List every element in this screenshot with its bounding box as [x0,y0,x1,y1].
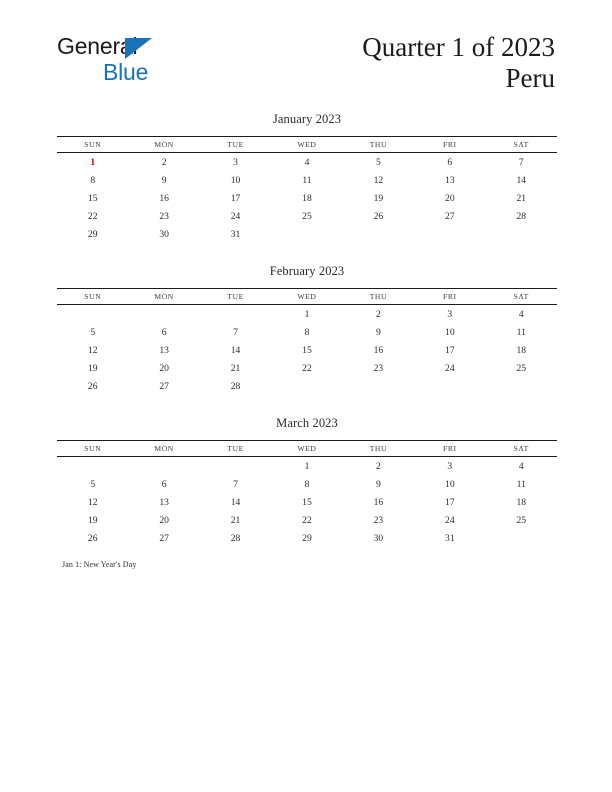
day-cell[interactable]: 27 [159,532,169,544]
day-cell[interactable]: 15 [302,496,312,508]
day-cell[interactable]: 18 [516,496,527,508]
weekday-header-thu: THU [343,289,414,305]
day-cell[interactable]: 26 [87,532,98,544]
day-cell[interactable]: 22 [302,362,312,374]
weekday-header-row [57,137,557,153]
week-row [57,323,557,341]
day-cell[interactable]: 21 [230,362,241,374]
day-cell[interactable]: 23 [159,210,169,222]
day-cell-empty [414,377,485,395]
day-cell[interactable]: 1 [304,308,310,320]
day-cell[interactable]: 30 [159,228,169,240]
week-row [57,359,557,377]
day-cell-empty [486,377,557,395]
day-cell[interactable]: 25 [302,210,312,222]
day-cell[interactable]: 24 [445,514,455,526]
day-cell[interactable]: 9 [161,174,167,186]
holiday-note: Jan 1: New Year's Day [62,560,137,569]
day-cell[interactable]: 11 [516,326,526,338]
week-row [57,457,557,476]
week-row [57,189,557,207]
day-cell[interactable]: 18 [302,192,312,204]
weekday-header-row [57,289,557,305]
day-cell-empty [57,457,128,476]
day-cell[interactable]: 6 [161,478,167,490]
week-row [57,341,557,359]
day-cell[interactable]: 16 [159,192,169,204]
day-cell[interactable]: 10 [445,478,455,490]
weekday-header-tue: TUE [200,137,271,153]
week-row [57,207,557,225]
day-cell[interactable]: 29 [87,228,98,240]
day-cell[interactable]: 14 [230,344,241,356]
day-cell[interactable]: 21 [516,192,527,204]
day-cell[interactable]: 2 [376,308,381,320]
day-cell[interactable]: 22 [302,514,312,526]
month-title: January 2023 [272,112,342,126]
week-row [57,171,557,189]
weekday-header-fri: FRI [414,289,485,305]
day-cell-empty [57,305,128,324]
page-header [0,0,612,100]
weekday-header-mon: MON [128,289,199,305]
day-cell[interactable]: 22 [87,210,98,222]
weekday-header-sun: SUN [57,441,128,457]
week-row [57,493,557,511]
weekday-header-wed: WED [271,137,342,153]
page-title: Quarter 1 of 2023 [362,32,555,62]
day-cell-empty [486,529,557,547]
day-cell[interactable]: 28 [516,210,527,222]
day-cell[interactable]: 20 [445,192,455,204]
day-cell[interactable]: 23 [373,514,384,526]
weekday-header-fri: FRI [414,441,485,457]
day-cell[interactable]: 3 [447,460,453,472]
day-cell[interactable]: 29 [302,532,312,544]
day-cell-empty [200,457,271,476]
day-cell[interactable]: 28 [230,532,241,544]
weekday-header-tue: TUE [200,289,271,305]
day-cell[interactable]: 2 [161,156,167,168]
day-cell[interactable]: 2 [376,460,381,472]
day-cell[interactable]: 12 [87,344,98,356]
day-cell-empty [343,225,414,243]
day-cell[interactable]: 19 [87,514,98,526]
month-block [57,112,557,243]
month-title: February 2023 [269,264,345,278]
blue-triangle-icon [125,38,152,59]
day-cell[interactable]: 4 [304,156,310,168]
day-cell[interactable]: 9 [376,478,381,490]
weekday-header-thu: THU [343,137,414,153]
month-block [57,416,557,547]
day-cell[interactable]: 11 [302,174,312,186]
day-cell[interactable]: 27 [445,210,455,222]
week-row [57,529,557,547]
day-cell[interactable]: 17 [445,496,455,508]
day-cell-empty [414,225,485,243]
day-cell[interactable]: 24 [445,362,455,374]
week-row [57,305,557,324]
page-subtitle-country: Peru [505,63,555,93]
day-cell[interactable]: 6 [161,326,167,338]
day-cell[interactable]: 3 [233,156,238,168]
day-cell[interactable]: 26 [87,380,98,392]
months-container [57,112,557,568]
week-row [57,225,557,243]
week-row [57,153,557,172]
weekday-header-sat: SAT [486,441,557,457]
day-cell-empty [486,225,557,243]
day-cell[interactable]: 11 [516,478,526,490]
day-cell-empty [343,377,414,395]
page-title-block [362,32,555,94]
month-grid [57,440,557,547]
day-cell[interactable]: 8 [304,326,310,338]
day-cell-empty [271,225,342,243]
day-cell[interactable]: 7 [518,156,524,168]
day-cell[interactable]: 17 [230,192,241,204]
day-cell-empty [128,457,199,476]
day-cell[interactable]: 1 [304,460,310,472]
weekday-header-tue: TUE [200,441,271,457]
day-cell[interactable]: 15 [87,192,98,204]
week-row [57,511,557,529]
day-cell[interactable]: 5 [376,156,381,168]
day-cell-empty [271,377,342,395]
day-cell[interactable]: 19 [373,192,384,204]
day-cell-empty [128,305,199,324]
weekday-header-row [57,441,557,457]
day-cell[interactable]: 25 [516,362,527,374]
day-cell[interactable]: 26 [373,210,384,222]
day-cell[interactable]: 30 [373,532,384,544]
weekday-header-wed: WED [271,289,342,305]
day-cell[interactable]: 12 [373,174,384,186]
day-cell[interactable]: 15 [302,344,312,356]
day-cell[interactable]: 23 [373,362,384,374]
day-cell[interactable]: 7 [233,478,238,490]
day-cell[interactable]: 9 [376,326,381,338]
day-cell[interactable]: 13 [159,344,169,356]
week-row [57,377,557,395]
week-row [57,475,557,493]
weekday-header-sat: SAT [486,289,557,305]
month-grid [57,136,557,243]
day-cell[interactable]: 8 [304,478,310,490]
day-cell[interactable]: 4 [518,308,524,320]
day-cell[interactable]: 19 [87,362,98,374]
month-grid [57,288,557,395]
day-cell[interactable]: 20 [159,362,169,374]
weekday-header-mon: MON [128,137,199,153]
day-cell[interactable]: 14 [516,174,527,186]
day-cell[interactable]: 24 [230,210,241,222]
logo-text-general: General [57,33,138,59]
weekday-header-sun: SUN [57,289,128,305]
day-cell[interactable]: 31 [230,228,241,240]
day-cell[interactable]: 8 [90,174,96,186]
weekday-header-fri: FRI [414,137,485,153]
logo-text-blue: Blue [103,59,149,85]
day-cell[interactable]: 5 [90,326,96,338]
general-blue-logo [57,33,247,85]
day-cell-holiday[interactable]: 1 [90,156,96,168]
day-cell[interactable]: 12 [87,496,98,508]
day-cell[interactable]: 4 [518,460,524,472]
month-title: March 2023 [276,416,338,430]
day-cell[interactable]: 13 [445,174,455,186]
weekday-header-mon: MON [128,441,199,457]
day-cell[interactable]: 10 [230,174,241,186]
holiday-legend [62,558,522,571]
day-cell[interactable]: 16 [373,496,384,508]
day-cell[interactable]: 13 [159,496,169,508]
day-cell-empty [200,305,271,324]
weekday-header-sat: SAT [486,137,557,153]
weekday-header-sun: SUN [57,137,128,153]
month-block [57,264,557,395]
day-cell[interactable]: 18 [516,344,527,356]
day-cell[interactable]: 31 [445,532,455,544]
day-cell[interactable]: 6 [447,156,453,168]
day-cell[interactable]: 3 [447,308,453,320]
day-cell[interactable]: 10 [445,326,455,338]
day-cell[interactable]: 17 [445,344,455,356]
day-cell[interactable]: 25 [516,514,527,526]
day-cell[interactable]: 21 [230,514,241,526]
day-cell[interactable]: 27 [159,380,169,392]
weekday-header-wed: WED [271,441,342,457]
weekday-header-thu: THU [343,441,414,457]
day-cell[interactable]: 16 [373,344,384,356]
day-cell[interactable]: 14 [230,496,241,508]
day-cell[interactable]: 7 [233,326,238,338]
day-cell[interactable]: 20 [159,514,169,526]
day-cell[interactable]: 5 [90,478,96,490]
day-cell[interactable]: 28 [230,380,241,392]
